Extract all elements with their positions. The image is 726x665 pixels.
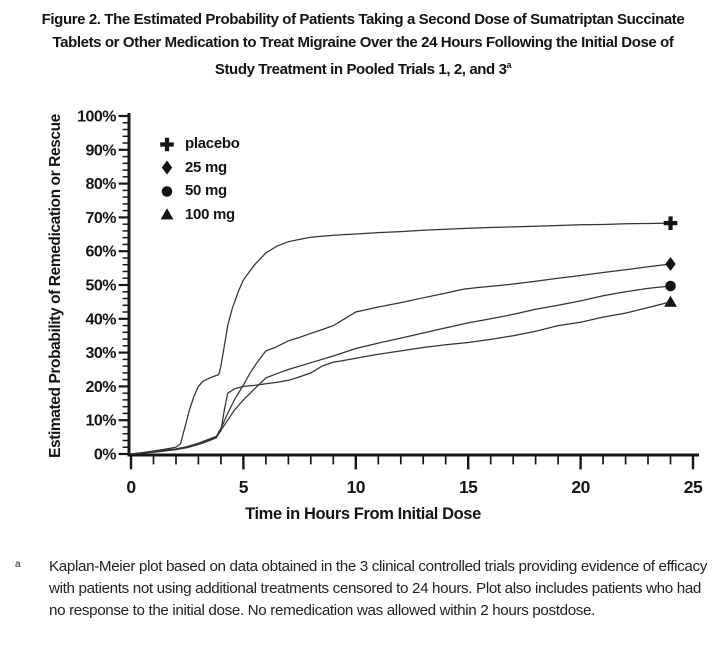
diamond-icon bbox=[162, 161, 172, 175]
legend-item-25mg bbox=[158, 156, 240, 180]
x-axis-ticks bbox=[131, 456, 693, 469]
series-curve-50-mg bbox=[131, 286, 671, 454]
svg-text:80%: 80% bbox=[85, 176, 116, 194]
series-end-marker-50-mg bbox=[665, 281, 676, 292]
svg-text:90%: 90% bbox=[85, 142, 116, 160]
series-end-marker-25-mg bbox=[665, 257, 675, 271]
svg-text:50%: 50% bbox=[85, 277, 116, 295]
legend-item-placebo bbox=[158, 132, 240, 156]
svg-text:40%: 40% bbox=[85, 311, 116, 329]
svg-text:20%: 20% bbox=[85, 378, 116, 396]
plus-icon bbox=[158, 135, 176, 153]
svg-text:25: 25 bbox=[683, 477, 703, 497]
diamond-icon bbox=[158, 158, 176, 176]
svg-text:60%: 60% bbox=[85, 243, 116, 261]
plus-icon bbox=[160, 137, 174, 151]
legend-label-100mg: 100 mg bbox=[185, 205, 235, 223]
svg-text:70%: 70% bbox=[85, 209, 116, 227]
x-axis-title: Time in Hours From Initial Dose bbox=[245, 505, 481, 523]
svg-text:100%: 100% bbox=[77, 108, 116, 126]
x-axis-tick-labels bbox=[126, 477, 703, 497]
legend-label-25mg: 25 mg bbox=[185, 158, 227, 176]
title-footnote-marker: a bbox=[506, 60, 512, 70]
series-curve-25-mg bbox=[131, 264, 671, 454]
svg-text:10: 10 bbox=[346, 477, 366, 497]
legend-label-50mg: 50 mg bbox=[185, 182, 227, 200]
title-line-3-text: Study Treatment in Pooled Trials 1, 2, and 3 bbox=[214, 61, 507, 78]
footnote-marker: a bbox=[15, 559, 21, 570]
series-end-marker-placebo bbox=[664, 216, 678, 230]
triangle-icon bbox=[161, 209, 174, 220]
series-curve-100-mg bbox=[131, 302, 671, 454]
svg-text:20: 20 bbox=[571, 477, 590, 497]
circle-icon bbox=[162, 186, 173, 197]
svg-text:10%: 10% bbox=[85, 412, 116, 430]
series-end-marker-100-mg bbox=[664, 296, 677, 307]
title-line-1: Figure 2. The Estimated Probability of Patients Taking a Second Dose of Sumatriptan Succinate bbox=[41, 11, 685, 28]
svg-text:0: 0 bbox=[126, 477, 136, 497]
y-axis-ticks bbox=[119, 116, 128, 454]
svg-text:0%: 0% bbox=[93, 446, 116, 464]
y-axis-label: Estimated Probability of Remedication or Rescue bbox=[47, 114, 64, 458]
circle-icon bbox=[158, 182, 176, 200]
legend-label-placebo: placebo bbox=[185, 135, 240, 153]
chart-legend bbox=[158, 132, 240, 226]
y-axis-tick-labels bbox=[77, 109, 116, 464]
legend-item-100mg bbox=[158, 203, 240, 227]
footnote-text: Kaplan-Meier plot based on data obtained in the 3 clinical controlled trials providing evidence of efficacy with patients not using additional treatments censored to 24 hours. Plot also includes patients who had no response to the initial dose. No remedication was allowed within 2 hours postdose. bbox=[49, 558, 707, 619]
svg-text:5: 5 bbox=[238, 477, 249, 497]
title-line-2: Tablets or Other Medication to Treat Migraine Over the 24 Hours Following the Initial Dose of bbox=[52, 33, 674, 51]
legend-item-50mg bbox=[158, 179, 240, 203]
svg-text:15: 15 bbox=[458, 477, 478, 497]
triangle-icon bbox=[158, 205, 176, 223]
svg-text:30%: 30% bbox=[85, 345, 116, 363]
